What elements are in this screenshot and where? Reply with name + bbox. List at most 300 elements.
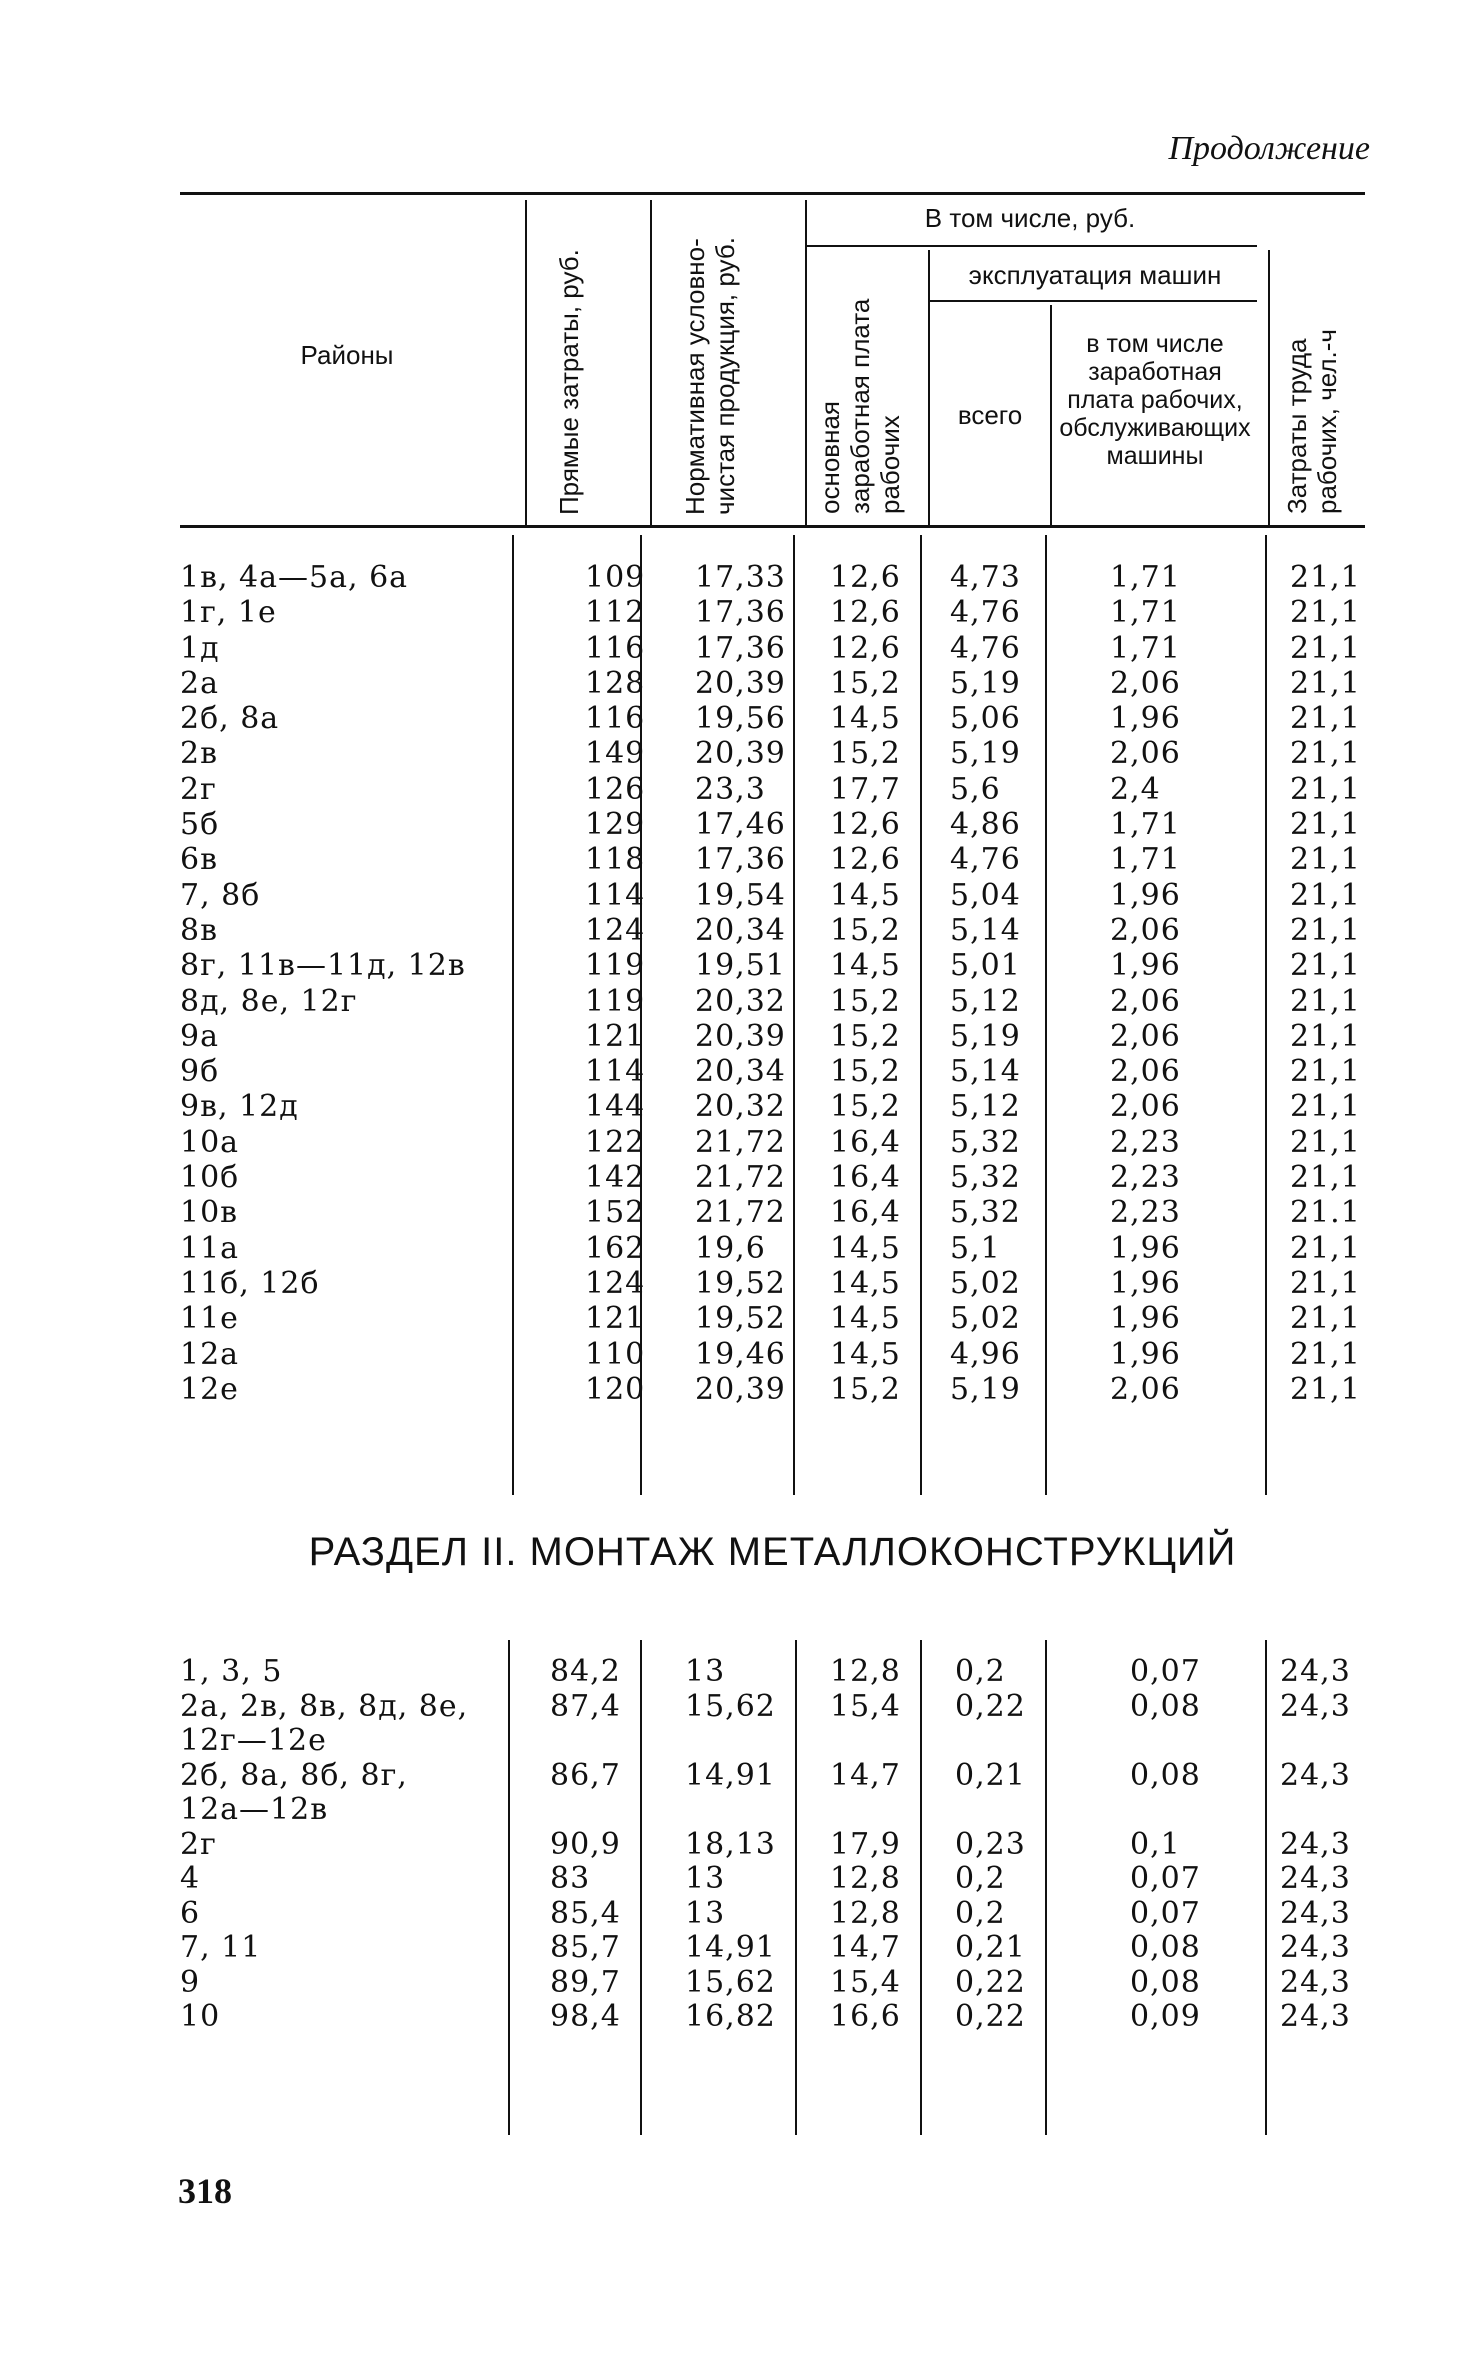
header-vline-6	[1268, 250, 1270, 525]
cell-base-wage: 12,8	[830, 1862, 901, 1896]
cell-direct-costs: 149	[585, 736, 646, 772]
cell-normative: 23,3	[695, 771, 766, 807]
cell-machine-wage: 0,07	[1130, 1862, 1201, 1896]
cell-machine-total: 4,73	[950, 560, 1021, 595]
cell-base-wage: 14,7	[830, 1758, 901, 1793]
cell-region: 9а	[180, 1018, 219, 1054]
cell-region: 10б	[180, 1160, 240, 1196]
cell-machine-total: 0,23	[955, 1827, 1026, 1862]
cell-direct-costs: 85,4	[550, 1896, 621, 1931]
table-row	[180, 1759, 1370, 1794]
cell-labor: 21,1	[1290, 877, 1361, 913]
cell-machine-wage: 2,06	[1110, 736, 1181, 772]
cell-machine-total: 4,96	[950, 1336, 1021, 1372]
cell-machine-wage: 2,06	[1110, 912, 1181, 948]
cell-machine-total: 0,22	[955, 1965, 1026, 2000]
table-row	[180, 1231, 1370, 1266]
header-vline-1	[525, 200, 527, 525]
header-direct-costs	[540, 205, 640, 515]
cell-direct-costs: 85,7	[550, 1931, 621, 1965]
cell-machine-wage: 0,08	[1130, 1965, 1201, 2000]
header-vline-2	[650, 200, 652, 525]
cell-machine-wage: 0,07	[1130, 1655, 1201, 1689]
cell-base-wage: 16,6	[830, 2000, 901, 2034]
cell-labor: 24,3	[1280, 1896, 1351, 1931]
header-including-wage-machine	[1055, 330, 1255, 470]
cell-machine-total: 5,06	[950, 701, 1021, 737]
cell-machine-wage: 2,06	[1110, 665, 1181, 701]
cell-machine-total: 0,21	[955, 1931, 1026, 1965]
cell-region: 12а	[180, 1336, 240, 1372]
cell-labor: 24,3	[1280, 2000, 1351, 2034]
cell-region: 2а, 2в, 8в, 8д, 8е,	[180, 1689, 469, 1724]
cell-machine-wage: 2,06	[1110, 1018, 1181, 1054]
cell-direct-costs: 83	[550, 1862, 591, 1896]
cell-labor: 21,1	[1290, 948, 1361, 984]
table-row	[180, 701, 1370, 736]
cell-machine-wage: 0,09	[1130, 2000, 1201, 2034]
cell-machine-total: 0,2	[955, 1655, 1006, 1689]
table-row	[180, 1655, 1370, 1690]
cell-machine-total: 0,22	[955, 1689, 1026, 1724]
data-table-part1	[180, 560, 1370, 1407]
cell-labor: 21,1	[1290, 1018, 1361, 1054]
header-rule-including	[805, 245, 1257, 247]
cell-base-wage: 14,5	[830, 877, 901, 913]
cell-machine-wage: 1,96	[1110, 1265, 1181, 1301]
cell-labor: 24,3	[1280, 1965, 1351, 2000]
cell-labor: 24,3	[1280, 1689, 1351, 1724]
cell-direct-costs: 162	[585, 1230, 646, 1266]
cell-labor: 21.1	[1290, 1195, 1361, 1231]
cell-normative: 19,52	[695, 1265, 786, 1301]
cell-machine-total: 5,04	[950, 877, 1021, 913]
cell-normative: 13	[685, 1655, 726, 1689]
table-row	[180, 984, 1370, 1019]
cell-machine-total: 5,01	[950, 948, 1021, 984]
cell-direct-costs: 86,7	[550, 1758, 621, 1793]
cell-machine-wage: 1,71	[1110, 630, 1181, 666]
cell-direct-costs: 112	[585, 595, 646, 631]
cell-normative: 20,39	[695, 1018, 786, 1054]
cell-region: 7, 11	[180, 1931, 262, 1965]
table-row	[180, 1266, 1370, 1301]
cell-labor: 21,1	[1290, 1336, 1361, 1372]
cell-direct-costs	[515, 1724, 655, 1759]
cell-machine-wage: 1,96	[1110, 877, 1181, 913]
cell-direct-costs: 114	[585, 1054, 646, 1090]
cell-region: 2г	[180, 771, 217, 807]
cell-base-wage: 12,6	[830, 842, 901, 878]
cell-machine-total: 5,6	[950, 771, 1001, 807]
cell-region: 9	[180, 1965, 201, 2000]
cell-machine-total: 5,32	[950, 1124, 1021, 1160]
cell-normative: 20,34	[695, 912, 786, 948]
cell-base-wage: 17,7	[830, 771, 901, 807]
table-row	[180, 1690, 1370, 1725]
cell-labor: 21,1	[1290, 1124, 1361, 1160]
cell-direct-costs: 87,4	[550, 1689, 621, 1724]
cell-base-wage: 15,2	[830, 912, 901, 948]
cell-machine-wage: 1,71	[1110, 842, 1181, 878]
table-row	[180, 807, 1370, 842]
cell-machine-wage: 1,71	[1110, 595, 1181, 631]
header-including-rub	[810, 203, 1250, 233]
cell-labor: 21,1	[1290, 701, 1361, 737]
table-row	[180, 595, 1370, 630]
cell-labor: 21,1	[1290, 983, 1361, 1019]
cell-base-wage: 12,8	[830, 1655, 901, 1689]
cell-normative: 19,51	[695, 948, 786, 984]
table-row	[180, 1054, 1370, 1089]
cell-direct-costs: 109	[585, 560, 646, 595]
cell-machine-total: 5,02	[950, 1301, 1021, 1337]
header-rule-machines	[930, 300, 1257, 302]
cell-labor	[1280, 1724, 1370, 1759]
cell-normative: 17,33	[695, 560, 786, 595]
header-regions-text: Районы	[300, 340, 394, 370]
cell-base-wage: 14,5	[830, 1336, 901, 1372]
cell-region: 4	[180, 1862, 201, 1896]
cell-labor: 21,1	[1290, 807, 1361, 843]
cell-machine-total	[940, 1724, 1085, 1759]
cell-base-wage: 16,4	[830, 1124, 901, 1160]
cell-base-wage: 12,6	[830, 807, 901, 843]
cell-machine-total: 5,19	[950, 665, 1021, 701]
cell-labor: 21,1	[1290, 595, 1361, 631]
cell-base-wage	[810, 1793, 940, 1828]
cell-region: 7, 8б	[180, 877, 261, 913]
header-bottom-rule	[180, 525, 1365, 528]
cell-normative: 20,34	[695, 1054, 786, 1090]
cell-machine-total: 4,76	[950, 630, 1021, 666]
cell-normative: 20,39	[695, 1371, 786, 1407]
cell-region: 2г	[180, 1827, 217, 1862]
header-regions	[182, 340, 512, 370]
cell-labor: 21,1	[1290, 1160, 1361, 1196]
cell-normative	[655, 1793, 810, 1828]
cell-region: 11е	[180, 1301, 239, 1337]
cell-labor: 21,1	[1290, 665, 1361, 701]
table-row	[180, 1793, 1370, 1828]
cell-region: 1, 3, 5	[180, 1655, 283, 1689]
cell-labor: 24,3	[1280, 1827, 1351, 1862]
cell-base-wage: 14,5	[830, 701, 901, 737]
cell-machine-total: 0,2	[955, 1896, 1006, 1931]
cell-base-wage: 15,2	[830, 1054, 901, 1090]
cell-region: 6	[180, 1896, 201, 1931]
header-base-wage	[810, 262, 920, 514]
cell-base-wage: 12,8	[830, 1896, 901, 1931]
cell-machine-wage: 2,06	[1110, 1371, 1181, 1407]
cell-machine-total: 5,19	[950, 736, 1021, 772]
cell-machine-wage: 2,06	[1110, 1054, 1181, 1090]
cell-base-wage: 15,4	[830, 1965, 901, 2000]
cell-labor: 21,1	[1290, 842, 1361, 878]
cell-machine-total	[940, 1793, 1085, 1828]
cell-base-wage: 12,6	[830, 630, 901, 666]
cell-normative: 21,72	[695, 1195, 786, 1231]
cell-machine-wage	[1085, 1793, 1280, 1828]
table-row	[180, 1019, 1370, 1054]
cell-region: 9в, 12д	[180, 1089, 299, 1125]
cell-base-wage: 15,2	[830, 983, 901, 1019]
cell-base-wage: 14,5	[830, 948, 901, 984]
cell-normative: 19,46	[695, 1336, 786, 1372]
table-row	[180, 1862, 1370, 1897]
cell-normative: 19,54	[695, 877, 786, 913]
cell-machine-wage: 2,23	[1110, 1160, 1181, 1196]
cell-base-wage: 15,2	[830, 1371, 901, 1407]
cell-machine-total: 0,2	[955, 1862, 1006, 1896]
cell-machine-total: 5,19	[950, 1371, 1021, 1407]
cell-machine-wage: 1,71	[1110, 560, 1181, 595]
cell-normative: 19,52	[695, 1301, 786, 1337]
cell-machine-wage: 1,71	[1110, 807, 1181, 843]
cell-direct-costs: 126	[585, 771, 646, 807]
cell-base-wage: 15,2	[830, 736, 901, 772]
cell-region: 12а—12в	[180, 1793, 329, 1827]
table-row	[180, 878, 1370, 913]
cell-normative: 17,36	[695, 630, 786, 666]
cell-region: 2б, 8а, 8б, 8г,	[180, 1758, 408, 1793]
cell-direct-costs: 121	[585, 1301, 646, 1337]
cell-machine-total: 5,1	[950, 1230, 1001, 1266]
cell-base-wage	[810, 1724, 940, 1759]
cell-base-wage: 12,6	[830, 595, 901, 631]
cell-base-wage: 15,4	[830, 1689, 901, 1724]
cell-machine-wage: 0,08	[1130, 1689, 1201, 1724]
cell-machine-total: 5,32	[950, 1195, 1021, 1231]
header-labor-costs	[1270, 262, 1365, 514]
cell-normative: 20,39	[695, 665, 786, 701]
cell-direct-costs: 144	[585, 1089, 646, 1125]
cell-labor: 21,1	[1290, 1230, 1361, 1266]
table-row	[180, 736, 1370, 771]
cell-direct-costs: 124	[585, 912, 646, 948]
header-including-rub-text: В том числе, руб.	[924, 203, 1136, 233]
header-vline-5	[1050, 305, 1052, 525]
cell-base-wage: 14,5	[830, 1230, 901, 1266]
header-total-text: всего	[957, 400, 1023, 430]
table-row	[180, 1089, 1370, 1124]
cell-normative: 21,72	[695, 1160, 786, 1196]
cell-direct-costs: 116	[585, 630, 646, 666]
cell-machine-wage: 0,1	[1130, 1827, 1181, 1862]
cell-direct-costs: 121	[585, 1018, 646, 1054]
cell-direct-costs: 119	[585, 948, 646, 984]
cell-region: 1г, 1е	[180, 595, 277, 631]
cell-direct-costs: 116	[585, 701, 646, 737]
cell-machine-total: 5,12	[950, 1089, 1021, 1125]
cell-machine-wage: 1,96	[1110, 1230, 1181, 1266]
cell-normative: 20,32	[695, 1089, 786, 1125]
cell-normative: 15,62	[685, 1965, 776, 2000]
cell-normative: 21,72	[695, 1124, 786, 1160]
header-normative-output	[665, 200, 795, 515]
cell-machine-wage: 2,23	[1110, 1124, 1181, 1160]
cell-labor: 21,1	[1290, 912, 1361, 948]
cell-machine-wage: 2,4	[1110, 771, 1161, 807]
table-row	[180, 842, 1370, 877]
cell-machine-total: 0,22	[955, 2000, 1026, 2034]
cell-normative: 14,91	[685, 1758, 776, 1793]
cell-normative: 17,46	[695, 807, 786, 843]
cell-machine-wage: 1,96	[1110, 1301, 1181, 1337]
cell-labor: 21,1	[1290, 1265, 1361, 1301]
cell-base-wage: 16,4	[830, 1160, 901, 1196]
cell-machine-total: 5,02	[950, 1265, 1021, 1301]
cell-direct-costs: 84,2	[550, 1655, 621, 1689]
cell-region: 8г, 11в—11д, 12в	[180, 948, 466, 984]
header-vline-4	[928, 250, 930, 525]
cell-direct-costs: 98,4	[550, 2000, 621, 2034]
cell-normative: 14,91	[685, 1931, 776, 1965]
cell-direct-costs: 110	[585, 1336, 646, 1372]
table-row	[180, 1195, 1370, 1230]
cell-direct-costs: 129	[585, 807, 646, 843]
cell-normative: 19,56	[695, 701, 786, 737]
table-row	[180, 1966, 1370, 2001]
header-base-wage-text: основная заработная плата рабочих	[815, 298, 905, 514]
cell-machine-total: 4,86	[950, 807, 1021, 843]
cell-machine-wage: 0,08	[1130, 1931, 1201, 1965]
cell-normative: 20,39	[695, 736, 786, 772]
cell-machine-wage: 2,06	[1110, 1089, 1181, 1125]
cell-machine-total: 5,14	[950, 912, 1021, 948]
cell-normative: 13	[685, 1896, 726, 1931]
cell-base-wage: 14,7	[830, 1931, 901, 1965]
cell-normative: 19,6	[695, 1230, 766, 1266]
cell-base-wage: 15,2	[830, 1089, 901, 1125]
cell-region: 10а	[180, 1124, 240, 1160]
cell-direct-costs: 128	[585, 665, 646, 701]
cell-region: 2б, 8а	[180, 701, 280, 737]
cell-labor	[1280, 1793, 1370, 1828]
cell-normative: 20,32	[695, 983, 786, 1019]
cell-region: 10	[180, 2000, 221, 2034]
header-machine-operation	[930, 260, 1260, 290]
cell-base-wage: 15,2	[830, 1018, 901, 1054]
table-row	[180, 1828, 1370, 1863]
cell-machine-wage: 1,96	[1110, 1336, 1181, 1372]
table-row	[180, 666, 1370, 701]
cell-labor: 21,1	[1290, 1089, 1361, 1125]
table-row	[180, 1372, 1370, 1407]
cell-machine-total: 5,32	[950, 1160, 1021, 1196]
table-row	[180, 1301, 1370, 1336]
header-including-wage-machine-text: в том числе заработная плата рабочих, обслуживающих машины	[1059, 330, 1251, 470]
cell-base-wage: 16,4	[830, 1195, 901, 1231]
cell-direct-costs: 142	[585, 1160, 646, 1196]
table-row	[180, 1160, 1370, 1195]
cell-machine-wage	[1085, 1724, 1280, 1759]
table-row	[180, 1125, 1370, 1160]
cell-direct-costs: 122	[585, 1124, 646, 1160]
header-direct-costs-text: Прямые затраты, руб.	[554, 249, 584, 515]
table-row	[180, 1897, 1370, 1932]
cell-direct-costs: 90,9	[550, 1827, 621, 1862]
cell-base-wage: 14,5	[830, 1265, 901, 1301]
cell-labor: 21,1	[1290, 560, 1361, 595]
cell-machine-total: 5,14	[950, 1054, 1021, 1090]
cell-region: 5б	[180, 807, 220, 843]
cell-region: 12г—12е	[180, 1724, 327, 1758]
page-number: 318	[178, 2171, 232, 2211]
cell-labor: 21,1	[1290, 736, 1361, 772]
cell-normative: 13	[685, 1862, 726, 1896]
cell-machine-wage: 2,06	[1110, 983, 1181, 1019]
data-table-part2	[180, 1655, 1370, 2035]
cell-base-wage: 12,6	[830, 560, 901, 595]
cell-direct-costs: 152	[585, 1195, 646, 1231]
table-row	[180, 2000, 1370, 2035]
cell-direct-costs: 120	[585, 1371, 646, 1407]
header-labor-costs-text: Затраты труда рабочих, чел.-ч	[1281, 329, 1342, 514]
cell-normative: 15,62	[685, 1689, 776, 1724]
cell-labor: 21,1	[1290, 1301, 1361, 1337]
cell-region: 2в	[180, 736, 218, 772]
section-title: РАЗДЕЛ II. МОНТАЖ МЕТАЛЛОКОНСТРУКЦИЙ	[308, 1530, 1237, 1574]
table-row	[180, 1337, 1370, 1372]
cell-region: 11б, 12б	[180, 1265, 320, 1301]
cell-base-wage: 17,9	[830, 1827, 901, 1862]
header-total	[930, 400, 1050, 430]
table-row	[180, 948, 1370, 983]
cell-direct-costs: 119	[585, 983, 646, 1019]
cell-machine-wage: 2,23	[1110, 1195, 1181, 1231]
cell-machine-wage: 1,96	[1110, 701, 1181, 737]
cell-normative: 18,13	[685, 1827, 776, 1862]
cell-direct-costs: 89,7	[550, 1965, 621, 2000]
cell-region: 8д, 8е, 12г	[180, 983, 358, 1019]
cell-region: 9б	[180, 1054, 220, 1090]
cell-direct-costs: 124	[585, 1265, 646, 1301]
cell-machine-wage: 0,07	[1130, 1896, 1201, 1931]
cell-direct-costs: 118	[585, 842, 646, 878]
cell-normative: 17,36	[695, 842, 786, 878]
header-vline-3	[805, 200, 807, 525]
cell-region: 8в	[180, 912, 218, 948]
cell-normative	[655, 1724, 810, 1759]
cell-region: 1в, 4а—5а, 6а	[180, 560, 409, 595]
cell-labor: 21,1	[1290, 630, 1361, 666]
header-machine-operation-text: эксплуатация машин	[968, 260, 1222, 290]
table-row	[180, 631, 1370, 666]
cell-direct-costs: 114	[585, 877, 646, 913]
cell-labor: 24,3	[1280, 1862, 1351, 1896]
cell-machine-wage: 0,08	[1130, 1758, 1201, 1793]
cell-labor: 21,1	[1290, 771, 1361, 807]
table-row	[180, 1724, 1370, 1759]
cell-direct-costs	[515, 1793, 655, 1828]
cell-region: 6в	[180, 842, 218, 878]
cell-labor: 24,3	[1280, 1655, 1351, 1689]
table-row	[180, 1931, 1370, 1966]
cell-machine-wage: 1,96	[1110, 948, 1181, 984]
cell-base-wage: 15,2	[830, 665, 901, 701]
cell-machine-total: 0,21	[955, 1758, 1026, 1793]
cell-machine-total: 4,76	[950, 842, 1021, 878]
cell-labor: 24,3	[1280, 1931, 1351, 1965]
cell-machine-total: 4,76	[950, 595, 1021, 631]
cell-normative: 16,82	[685, 2000, 776, 2034]
cell-normative: 17,36	[695, 595, 786, 631]
cell-region: 10в	[180, 1195, 239, 1231]
cell-labor: 21,1	[1290, 1371, 1361, 1407]
cell-labor: 24,3	[1280, 1758, 1351, 1793]
cell-region: 1д	[180, 630, 220, 666]
